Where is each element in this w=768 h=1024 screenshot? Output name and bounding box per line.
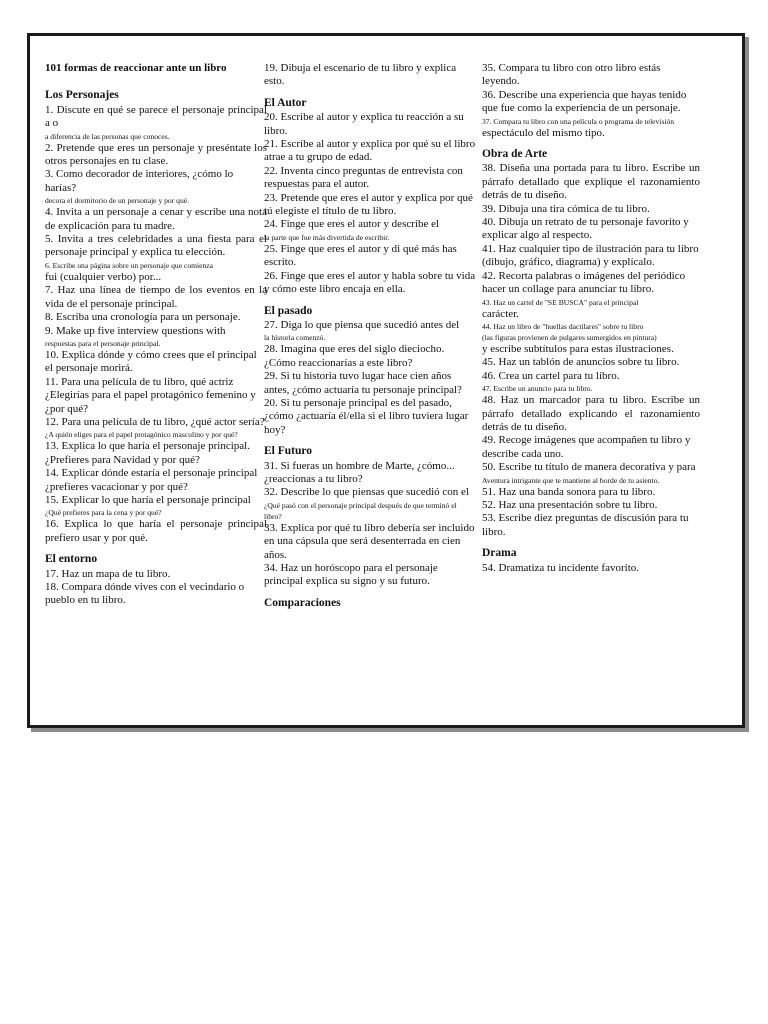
list-item: 35. Compara tu libro con otro libro estás leyendo. xyxy=(482,62,661,88)
list-item: 5. Invita a tres celebridades a una fiesta para el personaje principal y explica tu elección. xyxy=(45,233,267,259)
list-item: 43. Haz un cartel de "SE BUSCA" para el principal xyxy=(482,297,639,307)
list-item: 37. Compara tu libro con una película o programa de televisión xyxy=(482,116,675,126)
column-3 xyxy=(482,62,700,575)
section-heading: Comparaciones xyxy=(264,596,341,609)
list-item: 24. Finge que eres el autor y describe el xyxy=(264,218,440,231)
list-item: 45. Haz un tablón de anuncios sobre tu libro. xyxy=(482,356,680,369)
list-item: la parte que fue más divertida de escribir. xyxy=(264,232,390,242)
frame-shadow-bottom xyxy=(31,728,749,732)
list-item: 12. Para una película de tu libro, ¿qué actor sería? xyxy=(45,415,265,428)
section-heading: Drama xyxy=(482,547,517,560)
list-item: 27. Diga lo que piensa que sucedió antes del xyxy=(264,318,460,331)
list-item: 9. Make up five interview questions with xyxy=(45,324,226,337)
column-1 xyxy=(45,62,267,608)
list-item: ¿Qué pasó con el personaje principal después de que terminó el libro? xyxy=(264,500,457,521)
list-item: 39. Dibuja una tira cómica de tu libro. xyxy=(482,202,650,215)
list-item: y escribe subtítulos para estas ilustraciones. xyxy=(482,342,674,355)
frame-shadow-right xyxy=(745,37,749,732)
list-item: 2. Pretende que eres un personaje y preséntate los otros personajes en tu clase. xyxy=(45,141,267,168)
list-item: 13. Explica lo que haría el personaje principal. ¿Prefieres para Navidad y por qué? xyxy=(45,440,250,466)
list-item: 28. Imagina que eres del siglo dieciocho. ¿Cómo reaccionarías a este libro? xyxy=(264,343,445,369)
list-item: 36. Describe una experiencia que hayas tenido que fue como la experiencia de un personaje. xyxy=(482,88,687,115)
list-item: 25. Finge que eres el autor y di qué más has escrito. xyxy=(264,242,457,269)
list-item: 33. Explica por qué tu libro debería ser incluido en una cápsula que será desenterrada en cien años. xyxy=(264,521,475,561)
section-heading: El pasado xyxy=(264,304,313,317)
list-item: Aventura intrigante que te mantiene al borde de tu asiento. xyxy=(482,475,660,485)
list-item: 32. Describe lo que piensas que sucedió con el xyxy=(264,486,469,499)
list-item: 53. Escribe diez preguntas de discusión para tu libro. xyxy=(482,512,689,538)
list-item: 50. Escribe tu título de manera decorativa y para xyxy=(482,461,696,474)
list-item: 52. Haz una presentación sobre tu libro. xyxy=(482,498,658,511)
list-item: 17. Haz un mapa de tu libro. xyxy=(45,567,171,580)
list-item: 38. Diseña una portada para tu libro. Escribe un párrafo detallado que explique el razonamiento detrás de tu diseño. xyxy=(482,162,700,202)
list-item: 54. Dramatiza tu incidente favorito. xyxy=(482,561,639,574)
section-heading: Obra de Arte xyxy=(482,148,548,161)
list-item: decora el dormitorio de un personaje y por qué. xyxy=(45,196,190,206)
list-item: 20. Escribe al autor y explica tu reacción a su libro. xyxy=(264,111,464,137)
list-item: respuestas para el personaje principal. xyxy=(45,338,161,348)
list-item: 19. Dibuja el escenario de tu libro y explica esto. xyxy=(264,62,457,88)
list-item: 51. Haz una banda sonora para tu libro. xyxy=(482,485,656,498)
list-item: 20. Si tu personaje principal es del pasado, ¿cómo ¿actuaría él/ella si el libro tuviera lugar hoy? xyxy=(264,396,469,436)
list-item: 16. Explica lo que haría el personaje principal prefiero usar y por qué. xyxy=(45,518,267,544)
list-item: 40. Dibuja un retrato de tu personaje favorito y explicar algo al respecto. xyxy=(482,216,689,242)
list-item: ¿Qué prefieres para la cena y por qué? xyxy=(45,508,162,518)
list-item: 44. Haz un libro de "huellas dactilares" sobre tu libro xyxy=(482,321,644,331)
list-item: la historia comenzó. xyxy=(264,333,326,343)
section-heading: El Futuro xyxy=(264,445,313,458)
document-title: 101 formas de reaccionar ante un libro xyxy=(45,62,227,74)
list-item: 11. Para una película de tu libro, qué actriz ¿Elegirías para el papel protagónico femenino y ¿por qué? xyxy=(45,375,256,415)
list-item: 29. Si tu historia tuvo lugar hace cien años antes, ¿cómo actuaría tu personaje principal? xyxy=(264,370,462,396)
list-item: 21. Escribe al autor y explica por qué su el libro atrae a tu grupo de edad. xyxy=(264,138,476,164)
list-item: 34. Haz un horóscopo para el personaje principal explica su signo y su futuro. xyxy=(264,562,438,588)
column-2 xyxy=(264,62,476,611)
list-item: carácter. xyxy=(482,307,519,320)
list-item: 47. Escribe un anuncio para tu libro. xyxy=(482,384,593,394)
list-item: 10. Explica dónde y cómo crees que el principal el personaje morirá. xyxy=(45,348,257,375)
list-item: 23. Pretende que eres el autor y explica por qué tú elegiste el título de tu libro. xyxy=(264,191,473,218)
list-item: 49. Recoge imágenes que acompañen tu libro y describe cada uno. xyxy=(482,434,691,460)
list-item: 42. Recorta palabras o imágenes del periódico hacer un collage para anunciar tu libro. xyxy=(482,269,686,296)
section-heading: Los Personajes xyxy=(45,89,119,102)
list-item: espectáculo del mismo tipo. xyxy=(482,126,605,139)
list-item: 26. Finge que eres el autor y habla sobre tu vida y cómo este libro encaja en ella. xyxy=(264,269,476,296)
list-item: 48. Haz un marcador para tu libro. Escribe un párrafo detallado explicando el razonamiento detrás de tu diseño. xyxy=(482,394,700,433)
list-item: 4. Invita a un personaje a cenar y escribe una nota de explicación para tu madre. xyxy=(45,206,267,232)
list-item: 1. Discute en qué se parece el personaje principal a o xyxy=(45,103,267,130)
list-item: 31. Si fueras un hombre de Marte, ¿cómo... ¿reaccionas a tu libro? xyxy=(264,459,455,485)
list-item: ¿A quién eliges para el papel protagónico masculino y por qué? xyxy=(45,430,238,440)
list-item: a diferencia de las personas que conoces. xyxy=(45,131,170,141)
list-item: (las figuras provienen de pulgares sumergidos en pintura) xyxy=(482,332,657,342)
list-item: 15. Explicar lo que haría el personaje principal xyxy=(45,493,251,506)
list-item: 6. Escribe una página sobre un personaje que comienza xyxy=(45,260,214,270)
list-item: 7. Haz una línea de tiempo de los eventos en la vida de el personaje principal. xyxy=(45,284,267,310)
list-item: 8. Escriba una cronología para un personaje. xyxy=(45,311,241,324)
list-item: 46. Crea un cartel para tu libro. xyxy=(482,369,620,382)
list-item: 41. Haz cualquier tipo de ilustración para tu libro (dibujo, gráfico, diagrama) y explícalo. xyxy=(482,242,699,269)
list-item: 14. Explicar dónde estaría el personaje principal ¿prefieres vacacionar y por qué? xyxy=(45,467,258,493)
list-item: fui (cualquier verbo) por... xyxy=(45,270,162,283)
list-item: 3. Como decorador de interiores, ¿cómo lo harías? xyxy=(45,168,234,194)
section-heading: El Autor xyxy=(264,96,307,109)
list-item: 22. Inventa cinco preguntas de entrevista con respuestas para el autor. xyxy=(264,164,463,191)
section-heading: El entorno xyxy=(45,553,98,566)
list-item: 18. Compara dónde vives con el vecindario o pueblo en tu libro. xyxy=(45,581,245,607)
